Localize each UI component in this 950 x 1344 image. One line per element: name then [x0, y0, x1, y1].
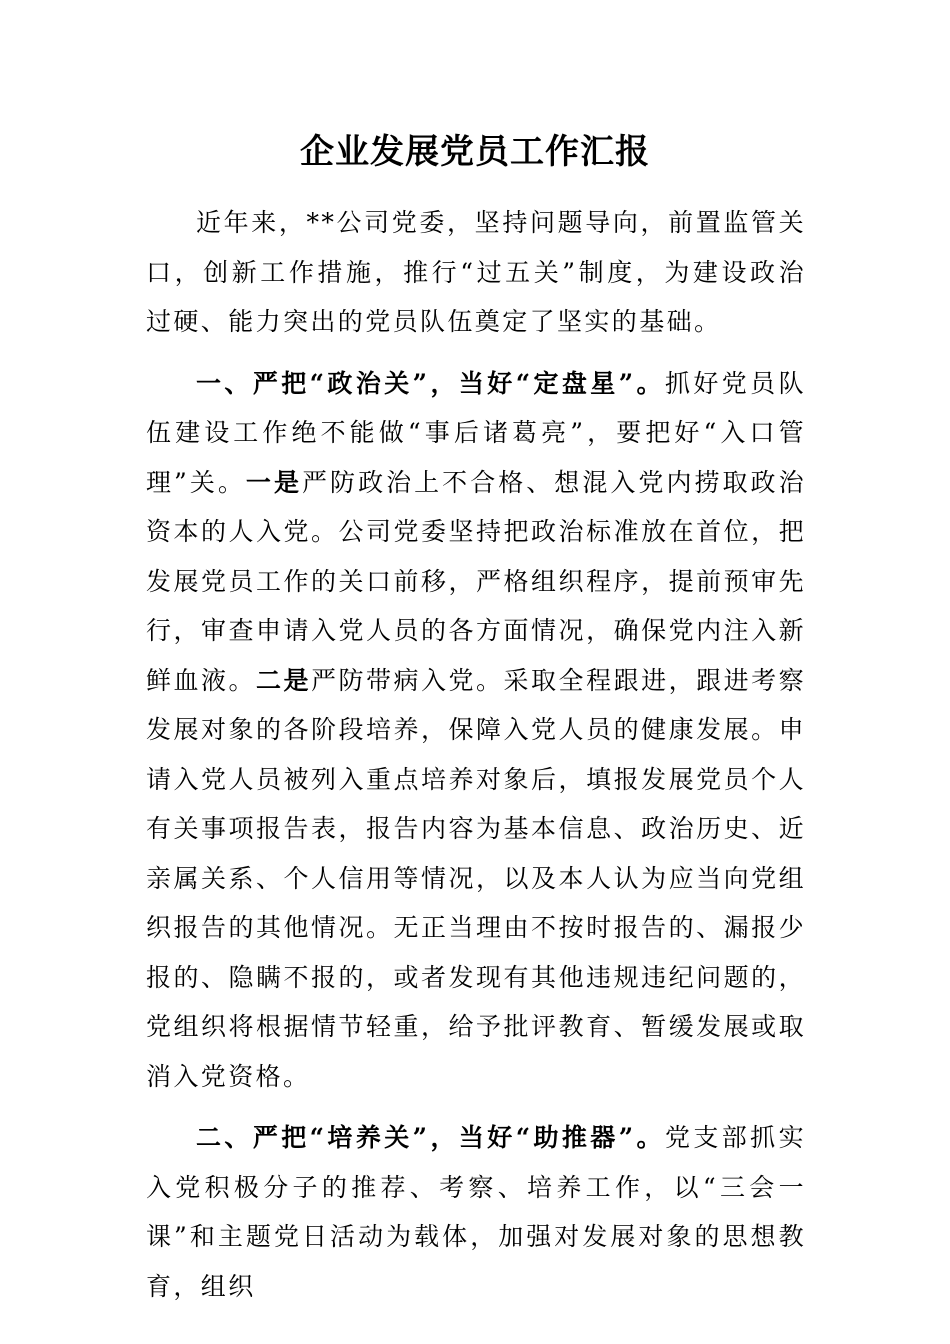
section-1-paragraph [146, 359, 806, 1102]
section-2-heading: 二、严把“培养关”，当好“助推器”。 [196, 1123, 665, 1152]
document-title: 企业发展党员工作汇报 [300, 132, 650, 172]
section-1-marker-1: 一是 [245, 467, 302, 497]
section-1-text-c: 严防带病入党。采取全程跟进，跟进考察发展对象的各阶段培养，保障入党人员的健康发展。申请入党人员被列入重点培养对象后，填报发展党员个人有关事项报告表，报告内容为基本信息、政治历史、近亲属关系、个人信用等情况，以及本人认为应当向党组织报告的其他情况。无正当理由不按时报告的、漏报少报的、隐瞒不报的，或者发现有其他违规违纪问题的，党组织将根据情节轻重，给予批评教育、暂缓发展或取消入党资格。 [146, 665, 806, 1091]
document-body [146, 198, 806, 1311]
section-1-text-a: 抓好党员队伍建设工作绝不能做“事后诸葛亮”，要把好“入口管理”关。 [146, 368, 806, 497]
section-1-marker-2: 二是 [256, 665, 312, 695]
section-2-paragraph [146, 1113, 806, 1311]
section-1-heading: 一、严把“政治关”，当好“定盘星”。 [196, 368, 665, 398]
intro-paragraph: 近年来，**公司党委，坚持问题导向，前置监管关口，创新工作措施，推行“过五关”制度，为建设政治过硬、能力突出的党员队伍奠定了坚实的基础。 [146, 208, 806, 336]
section-1-text-b: 严防政治上不合格、想混入党内捞取政治资本的人入党。公司党委坚持把政治标准放在首位，把发展党员工作的关口前移，严格组织程序，提前预审先行，审查申请入党人员的各方面情况，确保党内注入新鲜血液。 [146, 467, 806, 695]
section-2-text-a: 党支部抓实入党积极分子的推荐、考察、培养工作，以“三会一课”和主题党日活动为载体，加强对发展对象的思想教育，组织 [146, 1123, 806, 1301]
